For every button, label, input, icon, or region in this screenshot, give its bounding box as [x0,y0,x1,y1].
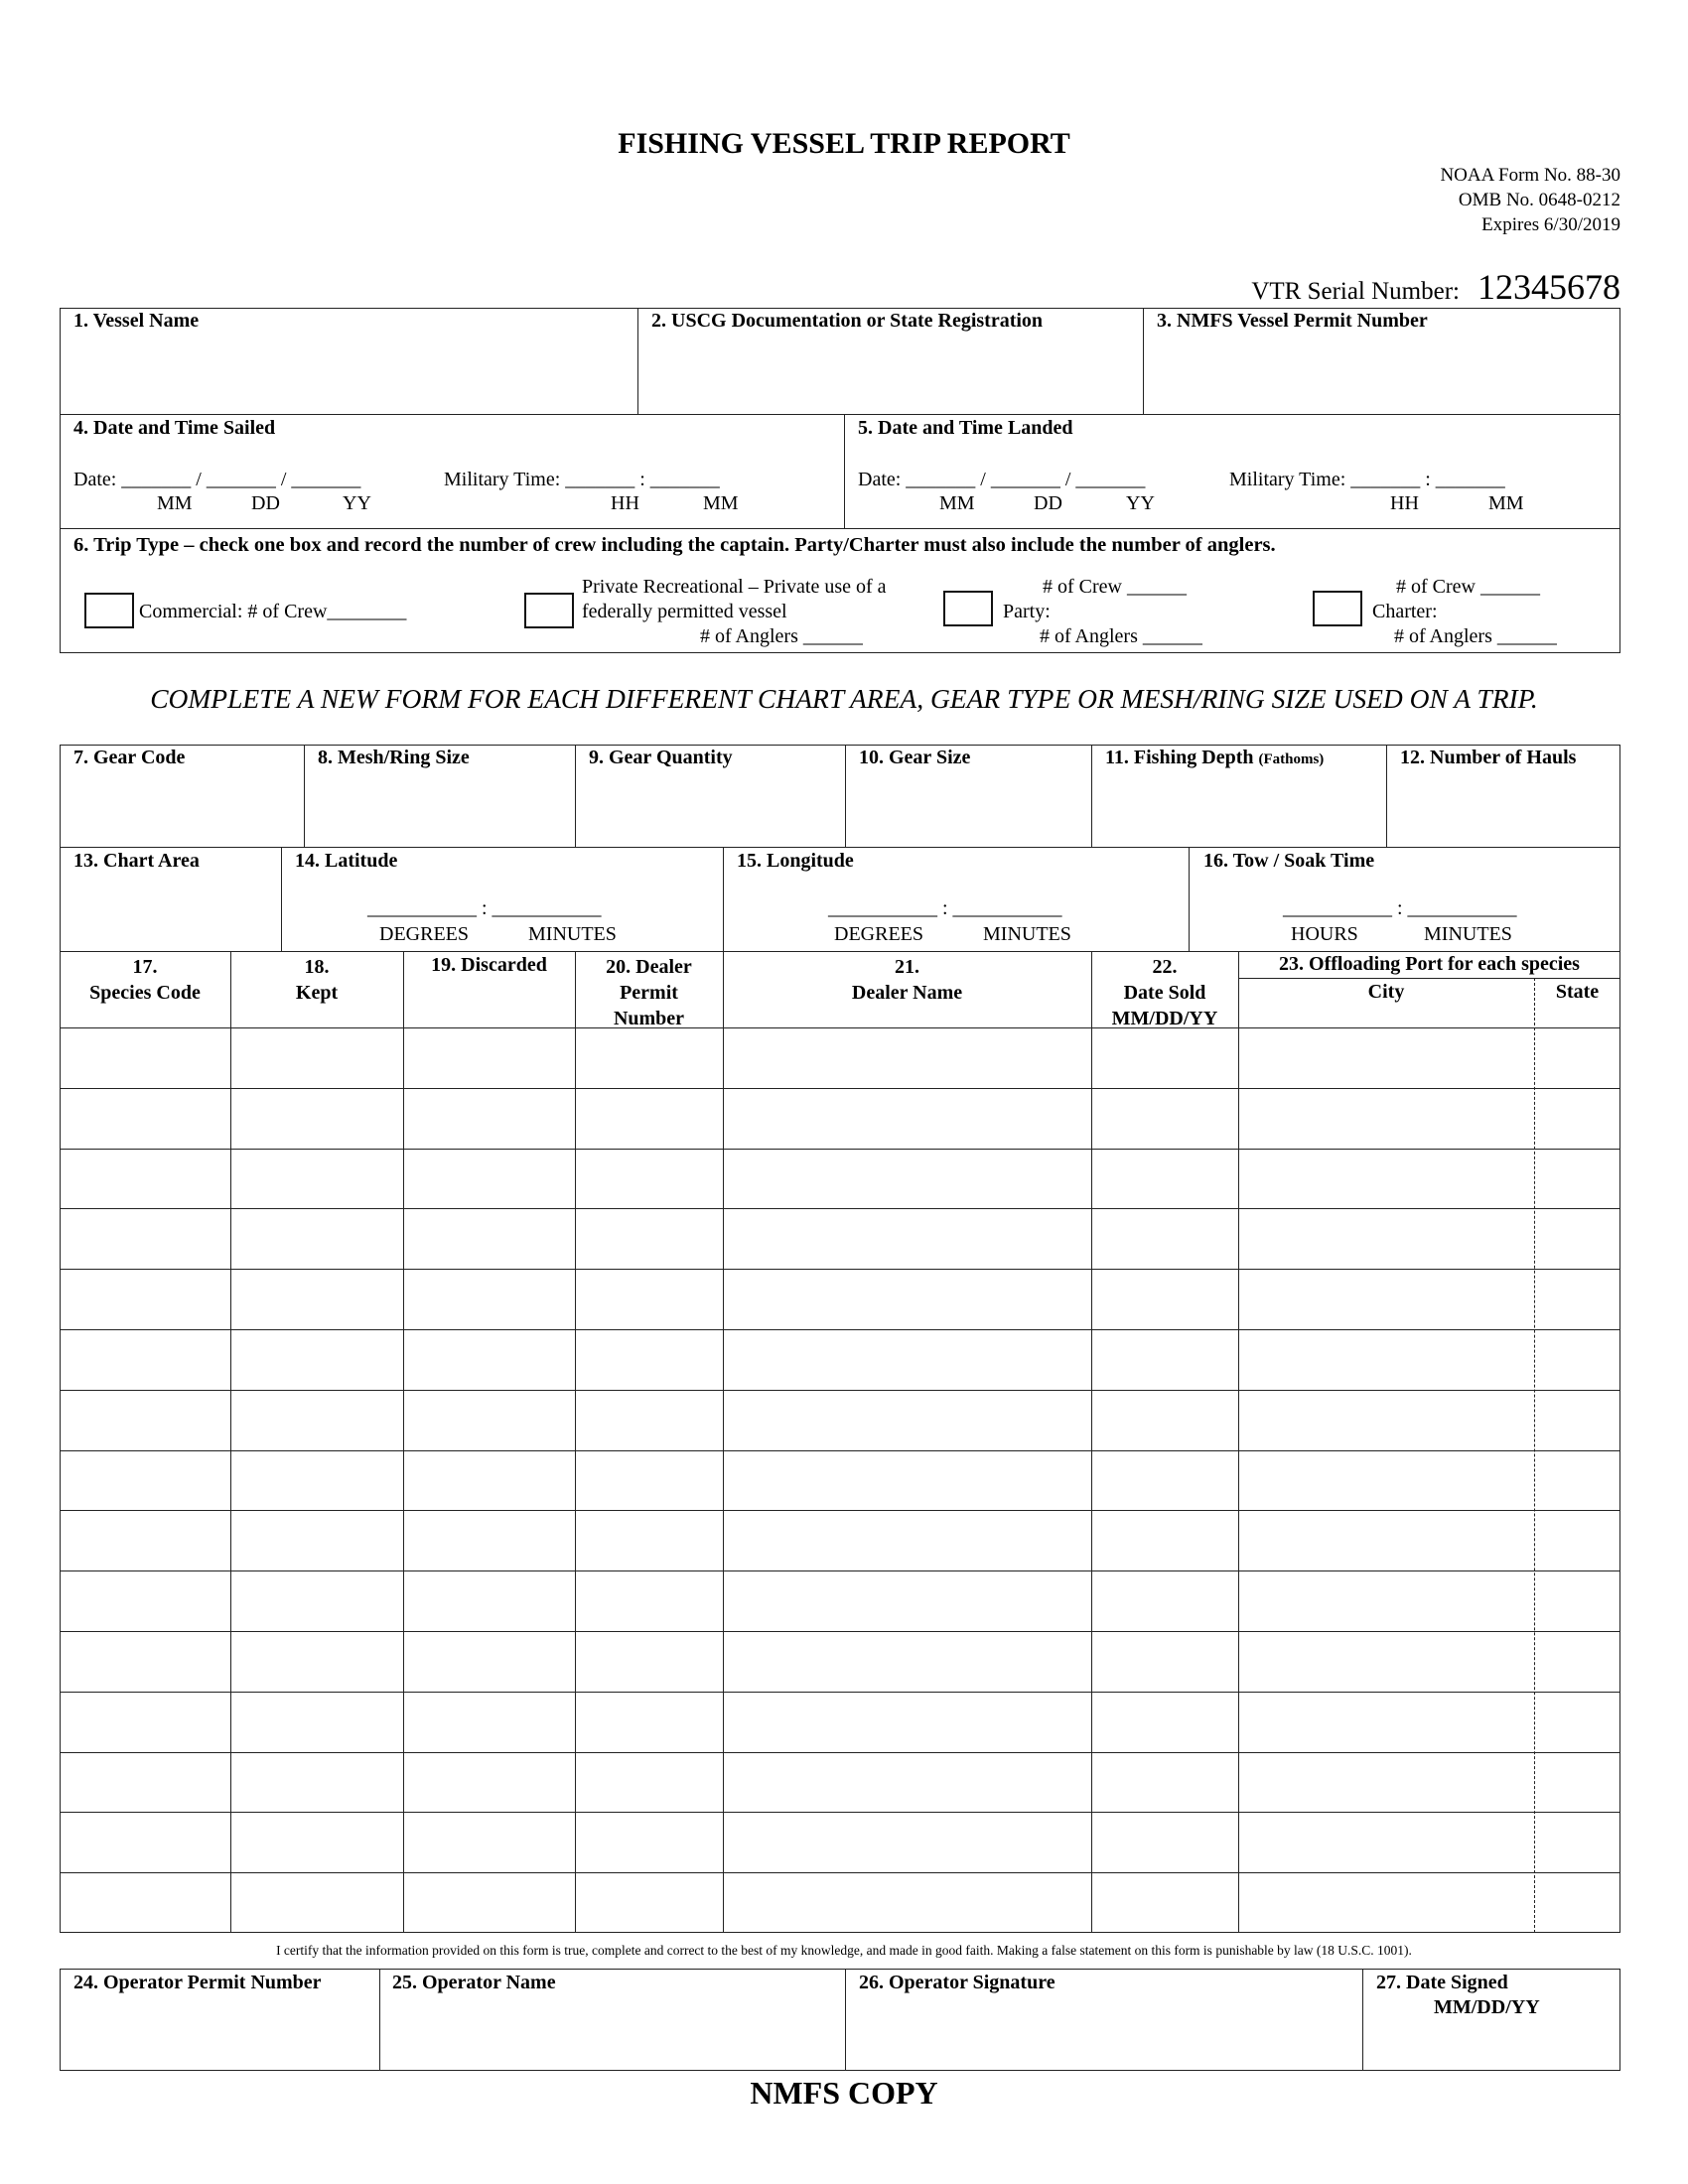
h: 22. [1152,956,1178,978]
species-table-cell[interactable] [575,1812,723,1872]
number-of-hauls-field[interactable]: 12. Number of Hauls [1400,747,1577,768]
species-table-cell[interactable] [230,1570,403,1631]
date-landed-label: 5. Date and Time Landed [858,417,1073,439]
certification-statement: I certify that the information provided on this form is true, complete and correct to the best of my knowledge, and made in good faith. Making a false statement on this form is punishable by law (18 U.S.C. 1001). [276,1943,1412,1958]
private-anglers-field[interactable]: # of Anglers ______ [700,625,863,647]
species-table-cell[interactable] [1534,1450,1620,1511]
tow-soak-field[interactable]: ___________ : ___________ [1283,897,1517,919]
mesh-size-field[interactable]: 8. Mesh/Ring Size [318,747,470,768]
species-table-cell[interactable] [1238,1027,1534,1088]
h: Species Code [89,982,201,1004]
species-table-cell[interactable] [403,1450,575,1511]
species-table-cell[interactable] [60,1088,230,1149]
species-table-cell[interactable] [230,1450,403,1511]
h: Date Sold [1123,982,1206,1004]
species-table-cell[interactable] [60,1269,230,1329]
species-table-cell[interactable] [403,1329,575,1390]
landed-date-field[interactable]: Date: _______ / _______ / _______ [858,469,1146,490]
city-header: City [1367,981,1405,1003]
h: 21. [895,956,919,978]
species-table-cell[interactable] [1238,1149,1534,1209]
party-anglers-field[interactable]: # of Anglers ______ [1040,625,1202,647]
kept-header [230,954,403,1006]
degrees-caption: DEGREES [834,923,923,945]
date-signed-format: MM/DD/YY [1434,1996,1540,2018]
date-sailed-label: 4. Date and Time Sailed [73,417,276,439]
party-checkbox[interactable] [943,591,993,626]
landed-time-field[interactable]: Military Time: _______ : _______ [1229,469,1505,490]
omb-number: OMB No. 0648-0212 [1458,190,1620,210]
offloading-port-header: 23. Offloading Port for each species [1279,953,1580,975]
species-table-cell[interactable] [1534,1269,1620,1329]
species-table-cell[interactable] [575,1149,723,1209]
species-table-cell[interactable] [723,1390,1091,1450]
species-table-cell[interactable] [723,1329,1091,1390]
fishing-depth-label: 11. Fishing Depth [1105,747,1254,768]
species-table-cell[interactable] [403,1027,575,1088]
h: 20. Dealer [606,956,692,978]
species-table-cell[interactable] [1091,1149,1238,1209]
species-table-cell[interactable] [403,1812,575,1872]
party-crew-field[interactable]: # of Crew ______ [1043,576,1187,598]
species-table-cell[interactable] [575,1088,723,1149]
yy-caption: YY [343,492,371,514]
private-label-2: federally permitted vessel [582,601,787,622]
species-table-cell[interactable] [1238,1812,1534,1872]
species-table-cell[interactable] [1091,1329,1238,1390]
longitude-label: 15. Longitude [737,850,854,872]
species-table-cell[interactable] [1238,1390,1534,1450]
species-table-cell[interactable] [723,1510,1091,1570]
species-table-cell[interactable] [723,1088,1091,1149]
min-caption: MM [1488,492,1524,514]
species-table-cell[interactable] [1091,1088,1238,1149]
minutes-caption: MINUTES [528,923,617,945]
species-table-cell[interactable] [403,1692,575,1752]
species-table-cell[interactable] [1238,1329,1534,1390]
vtr-serial [1251,266,1620,308]
sailed-time-field[interactable]: Military Time: _______ : _______ [444,469,720,490]
species-table-cell[interactable] [575,1027,723,1088]
species-table-cell[interactable] [230,1269,403,1329]
species-table-cell[interactable] [60,1510,230,1570]
commercial-checkbox[interactable] [84,593,134,628]
species-table-cell[interactable] [230,1631,403,1692]
degrees-caption: DEGREES [379,923,469,945]
species-table-cell[interactable] [403,1390,575,1450]
species-table-cell[interactable] [230,1149,403,1209]
species-table-cell[interactable] [575,1208,723,1269]
species-table-cell[interactable] [723,1149,1091,1209]
mm-caption: MM [157,492,193,514]
species-table-cell[interactable] [60,1390,230,1450]
species-table-cell[interactable] [1238,1450,1534,1511]
species-table-cell[interactable] [723,1450,1091,1511]
species-table-cell[interactable] [60,1631,230,1692]
sailed-date-field[interactable]: Date: _______ / _______ / _______ [73,469,361,490]
uscg-registration-field[interactable]: 2. USCG Documentation or State Registration [651,310,1044,332]
chart-area-field[interactable]: 13. Chart Area [73,850,200,872]
species-table-cell[interactable] [1534,1149,1620,1209]
species-table-cell[interactable] [1238,1692,1534,1752]
species-table-cell[interactable] [230,1088,403,1149]
species-code-header [60,954,230,1006]
species-table-cell[interactable] [723,1269,1091,1329]
species-table-cell[interactable] [1238,1208,1534,1269]
species-table-cell[interactable] [723,1872,1091,1933]
gear-code-field[interactable]: 7. Gear Code [73,747,186,768]
species-table-cell[interactable] [575,1450,723,1511]
species-table-cell[interactable] [403,1149,575,1209]
species-table-cell[interactable] [60,1812,230,1872]
species-table-cell[interactable] [60,1752,230,1813]
hh-caption: HH [1390,492,1419,514]
species-table-cell[interactable] [1534,1390,1620,1450]
discarded-header: 19. Discarded [431,954,547,976]
fathoms-unit: (Fathoms) [1258,751,1325,767]
vessel-permit-field[interactable]: 3. NMFS Vessel Permit Number [1157,310,1428,332]
species-table-cell[interactable] [230,1872,403,1933]
gear-size-field[interactable]: 10. Gear Size [859,747,971,768]
species-table-cell[interactable] [723,1027,1091,1088]
dealer-permit-header [575,954,723,1031]
gear-quantity-field[interactable]: 9. Gear Quantity [589,747,733,768]
instruction-notice: COMPLETE A NEW FORM FOR EACH DIFFERENT CHART AREA, GEAR TYPE OR MESH/RING SIZE USED ON A TRIP. [150,683,1538,714]
species-table-cell[interactable] [723,1570,1091,1631]
species-table-cell[interactable] [575,1390,723,1450]
species-table-cell[interactable] [1091,1450,1238,1511]
form-number: NOAA Form No. 88-30 [1440,165,1620,186]
species-table-cell[interactable] [230,1752,403,1813]
species-table-cell[interactable] [1534,1027,1620,1088]
species-table-cell[interactable] [403,1269,575,1329]
yy-caption: YY [1126,492,1155,514]
hours-caption: HOURS [1291,923,1358,945]
species-table-cell[interactable] [60,1149,230,1209]
dd-caption: DD [251,492,280,514]
commercial-crew-field[interactable]: Commercial: # of Crew________ [139,601,407,622]
trip-type-heading: 6. Trip Type – check one box and record the number of crew including the captain. Party/Charter must also include the number of anglers. [73,534,1276,556]
species-table-cell[interactable] [60,1450,230,1511]
date-sold-header [1091,954,1238,1031]
species-table-cell[interactable] [723,1752,1091,1813]
operator-permit-field[interactable]: 24. Operator Permit Number [73,1972,322,1993]
species-table-cell[interactable] [60,1570,230,1631]
species-table-cell[interactable] [1534,1692,1620,1752]
h: MM/DD/YY [1111,1008,1218,1029]
mm-caption: MM [939,492,975,514]
species-table-cell[interactable] [575,1631,723,1692]
species-table-cell[interactable] [230,1692,403,1752]
h: 18. [304,956,330,978]
species-table-cell[interactable] [575,1510,723,1570]
date-signed-field[interactable]: 27. Date Signed [1376,1972,1508,1993]
species-table-cell[interactable] [1091,1752,1238,1813]
species-table-cell[interactable] [60,1208,230,1269]
dealer-name-header [723,954,1091,1006]
hh-caption: HH [611,492,639,514]
species-table-cell[interactable] [60,1027,230,1088]
latitude-field[interactable]: ___________ : ___________ [367,897,602,919]
species-table-cell[interactable] [60,1692,230,1752]
species-table-cell[interactable] [403,1752,575,1813]
copy-designation: NMFS COPY [750,2075,938,2111]
species-table-cell[interactable] [575,1269,723,1329]
latitude-label: 14. Latitude [295,850,398,872]
species-table-cell[interactable] [1534,1329,1620,1390]
min-caption: MM [703,492,739,514]
species-table-cell[interactable] [230,1027,403,1088]
species-table-cell[interactable] [723,1208,1091,1269]
species-table-cell[interactable] [1238,1570,1534,1631]
species-table-cell[interactable] [230,1510,403,1570]
species-table-cell[interactable] [1534,1510,1620,1570]
species-table-cell[interactable] [230,1390,403,1450]
operator-name-field[interactable]: 25. Operator Name [392,1972,556,1993]
species-table-cell[interactable] [1534,1872,1620,1933]
species-table-cell[interactable] [60,1329,230,1390]
species-table-cell[interactable] [403,1510,575,1570]
species-table-cell[interactable] [1091,1027,1238,1088]
species-table-cell[interactable] [1238,1872,1534,1933]
species-table-cell[interactable] [575,1692,723,1752]
species-table-cell[interactable] [230,1329,403,1390]
species-table-cell[interactable] [230,1208,403,1269]
species-table-cell[interactable] [1238,1631,1534,1692]
species-table-cell[interactable] [1091,1631,1238,1692]
private-label: Private Recreational – Private use of a [582,576,887,598]
species-table-cell[interactable] [403,1872,575,1933]
charter-anglers-field[interactable]: # of Anglers ______ [1394,625,1557,647]
h: Dealer Name [851,982,963,1004]
charter-crew-field[interactable]: # of Crew ______ [1396,576,1540,598]
h: Number [613,1008,685,1029]
species-table-cell[interactable] [230,1812,403,1872]
species-table-cell[interactable] [1091,1269,1238,1329]
fishing-depth-field[interactable] [1105,747,1324,769]
species-table-cell[interactable] [403,1088,575,1149]
species-table-cell[interactable] [723,1631,1091,1692]
species-table-cell[interactable] [1238,1510,1534,1570]
species-table-cell[interactable] [1534,1208,1620,1269]
state-header: State [1555,981,1600,1003]
party-label: Party: [1003,601,1051,622]
tow-soak-label: 16. Tow / Soak Time [1203,850,1375,872]
operator-signature-field[interactable]: 26. Operator Signature [859,1972,1055,1993]
species-table-cell[interactable] [1238,1752,1534,1813]
species-table-cell[interactable] [575,1752,723,1813]
longitude-field[interactable]: ___________ : ___________ [828,897,1062,919]
species-table-cell[interactable] [1534,1812,1620,1872]
h: Permit [620,982,678,1004]
species-table-cell[interactable] [1091,1208,1238,1269]
species-table-cell[interactable] [403,1570,575,1631]
species-table-cell[interactable] [1091,1812,1238,1872]
species-table-cell[interactable] [575,1872,723,1933]
form-title: FISHING VESSEL TRIP REPORT [618,127,1070,160]
species-table-cell[interactable] [1091,1510,1238,1570]
species-table-cell[interactable] [1238,1088,1534,1149]
species-table-cell[interactable] [723,1692,1091,1752]
species-table-cell[interactable] [60,1872,230,1933]
species-table-cell[interactable] [1534,1752,1620,1813]
charter-label: Charter: [1372,601,1438,622]
species-table-cell[interactable] [1238,1269,1534,1329]
species-table-cell[interactable] [1534,1088,1620,1149]
species-table-cell[interactable] [1534,1570,1620,1631]
vtr-serial-value: 12345678 [1477,267,1620,307]
species-table-cell[interactable] [403,1208,575,1269]
species-table-cell[interactable] [1534,1631,1620,1692]
charter-checkbox[interactable] [1313,591,1362,626]
expiration-date: Expires 6/30/2019 [1481,214,1620,235]
vtr-serial-label: VTR Serial Number: [1251,278,1460,305]
species-table-cell[interactable] [575,1570,723,1631]
species-table-cell[interactable] [723,1812,1091,1872]
species-table-cell[interactable] [1091,1872,1238,1933]
species-table-cell[interactable] [403,1631,575,1692]
dd-caption: DD [1034,492,1062,514]
h: Kept [295,982,339,1004]
private-recreational-checkbox[interactable] [524,593,574,628]
species-table-cell[interactable] [1091,1390,1238,1450]
h: 17. [132,956,158,978]
species-table-cell[interactable] [1091,1570,1238,1631]
minutes-caption: MINUTES [983,923,1071,945]
species-table-cell[interactable] [1091,1692,1238,1752]
vessel-name-field[interactable]: 1. Vessel Name [73,310,200,332]
minutes-caption: MINUTES [1424,923,1512,945]
species-table-cell[interactable] [575,1329,723,1390]
